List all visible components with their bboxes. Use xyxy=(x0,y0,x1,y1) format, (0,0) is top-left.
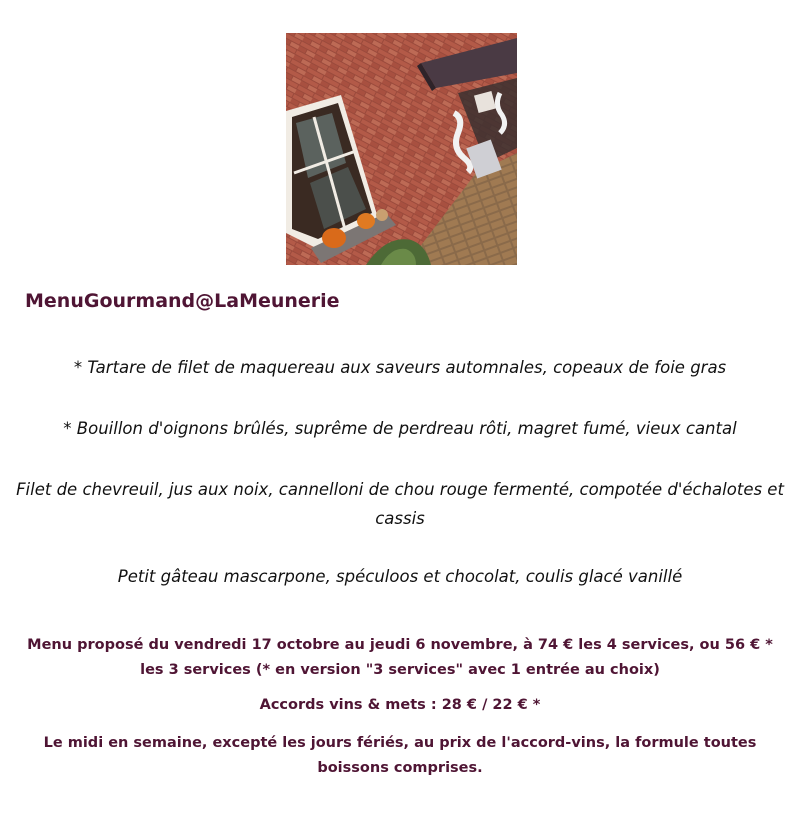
course-1: * Tartare de filet de maquereau aux saveurs automnales, copeaux de foie gras xyxy=(73,358,727,377)
lunch-formula-info: Le midi en semaine, excepté les jours fériés, au prix de l'accord-vins, la formule toutes boissons comprises. xyxy=(43,735,757,776)
course-4: Petit gâteau mascarpone, spéculoos et chocolat, coulis glacé vanillé xyxy=(117,567,683,586)
menu-title: MenuGourmand@LaMeunerie xyxy=(25,290,340,312)
menu-offer-info: Menu proposé du vendredi 17 octobre au jeudi 6 novembre, à 74 € les 4 services, ou 56 € * les 3 services (* en version "3 services" avec 1 entrée au choix) xyxy=(27,637,773,678)
restaurant-facade-photo xyxy=(286,33,517,265)
wine-pairing-info: Accords vins & mets : 28 € / 22 € * xyxy=(259,697,541,713)
course-3: Filet de chevreuil, jus aux noix, cannelloni de chou rouge fermenté, compotée d'échalotes et cassis xyxy=(16,480,784,528)
course-2: * Bouillon d'oignons brûlés, suprême de perdreau rôti, magret fumé, vieux cantal xyxy=(63,419,737,438)
